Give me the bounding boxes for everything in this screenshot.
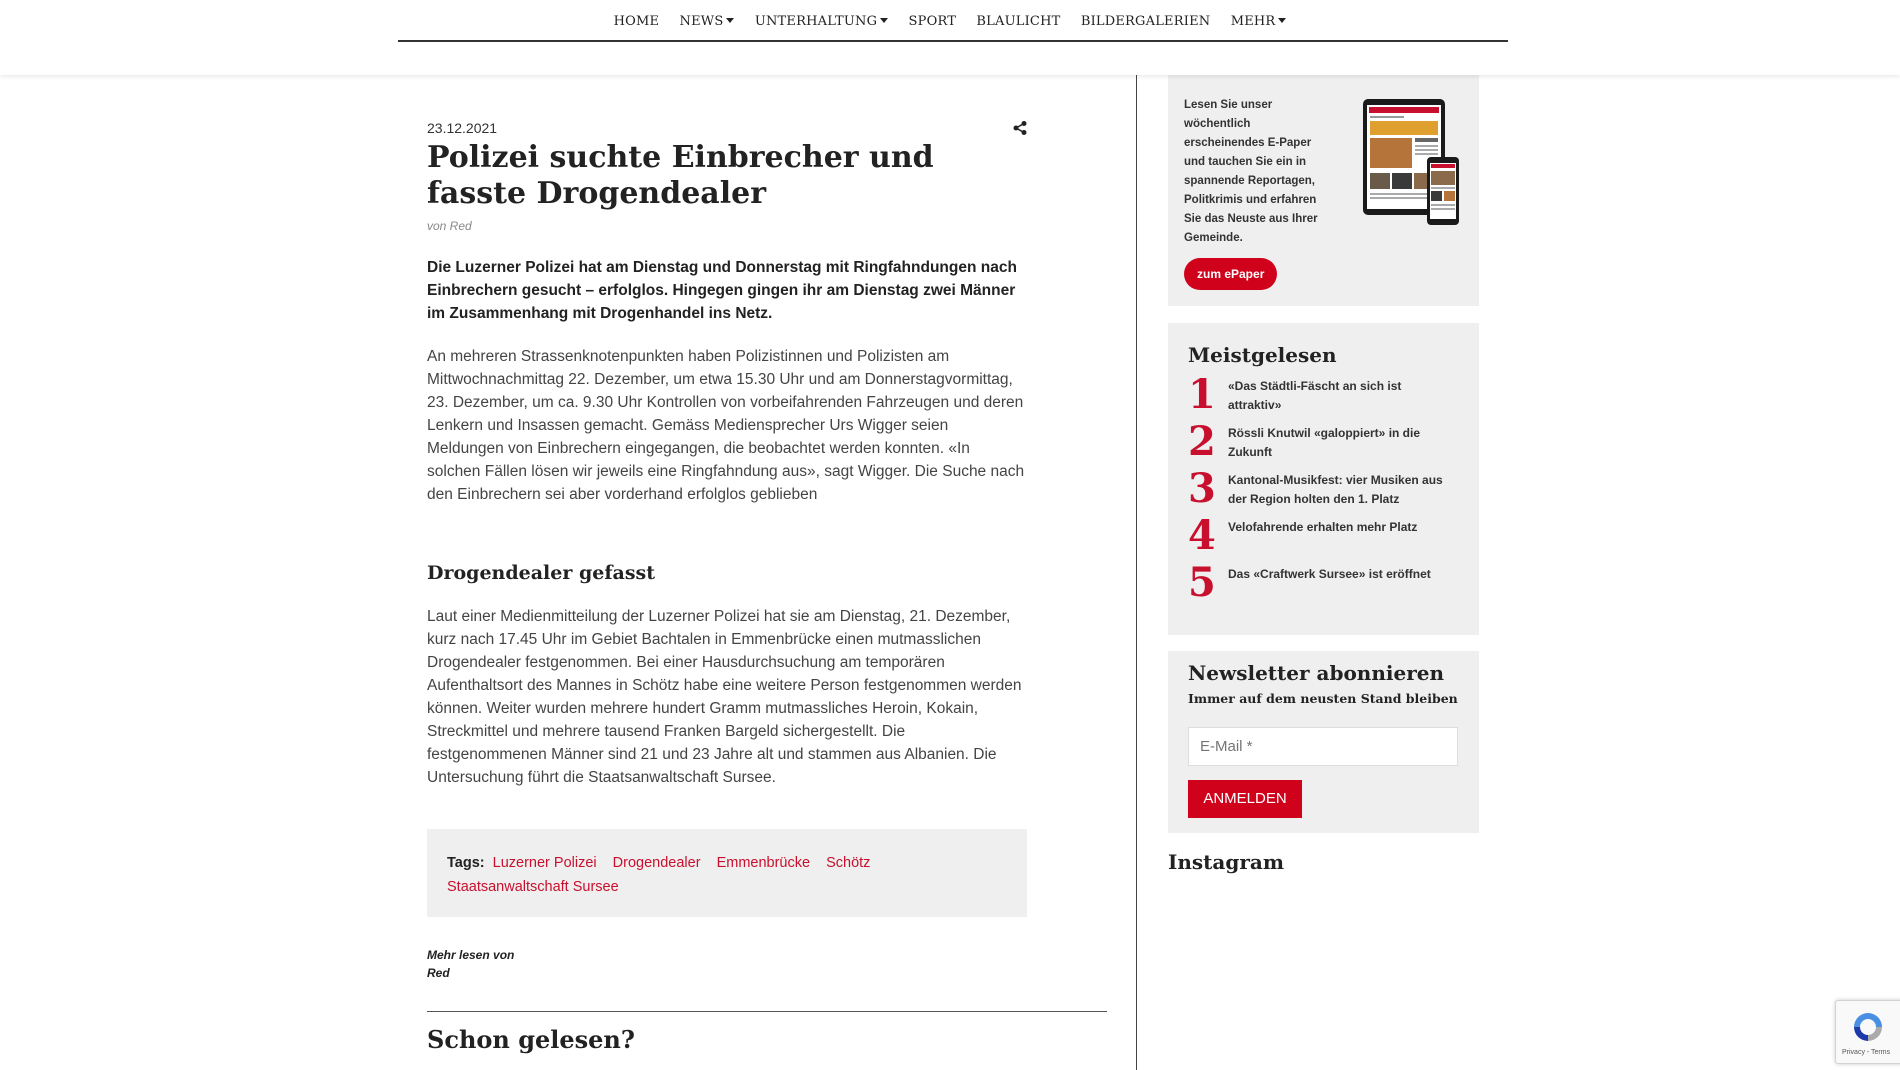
- most-read-item[interactable]: [1188, 373, 1468, 420]
- newsletter-title: Newsletter abonnieren: [1188, 661, 1444, 685]
- epaper-button[interactable]: zum ePaper: [1184, 258, 1277, 290]
- article-subheading: Drogendealer gefasst: [427, 562, 655, 584]
- nav-underline: [398, 40, 1508, 42]
- recaptcha-badge[interactable]: [1835, 1000, 1900, 1064]
- most-read-item[interactable]: [1188, 467, 1468, 514]
- tag-link[interactable]: Staatsanwaltschaft Sursee: [447, 879, 619, 895]
- article-paragraph: Laut einer Medienmitteilung der Luzerner Polizei hat sie am Dienstag, 21. Dezember, kurz nach 17.45 Uhr im Gebiet Bachtalen in Emmenbrücke einen mutmasslichen Drogendealer festgenommen. Bei einer Hausdurchsuchung am temporären Aufenthaltsort des Mannes in Schötz habe eine weitere Person festgenommen werden können. Weiter wurden mehrere hundert Gramm mutmassliches Heroin, Kokain, Streckmittel und mehrere tausend Franken Bargeld sichergestellt. Die festgenommenen Männer sind 21 und 23 Jahre alt und stammen aus Albanien. Die Untersuchung führt die Staatsanwaltschaft Sursee.: [427, 608, 1022, 786]
- most-read-rank: 1: [1188, 371, 1216, 418]
- tag-link[interactable]: Emmenbrücke: [716, 855, 811, 871]
- most-read-item[interactable]: [1188, 561, 1468, 608]
- caret-down-icon: [1278, 18, 1286, 23]
- epaper-card: [1168, 62, 1479, 306]
- most-read-rank: 5: [1188, 559, 1216, 606]
- most-read-text: Das «Craftwerk Sursee» ist eröffnet: [1228, 567, 1431, 581]
- tags-label: Tags:: [447, 855, 485, 871]
- caret-down-icon: [880, 18, 888, 23]
- already-read-heading: Schon gelesen?: [427, 1025, 635, 1054]
- email-input[interactable]: [1188, 727, 1458, 766]
- article-lead: Die Luzerner Polizei hat am Dienstag und Donnerstag mit Ringfahndungen nach Einbrechern gesucht – erfolglos. Hingegen gingen ihr am Dienstag zwei Männer im Zusammenhang mit Drogenhandel ins Netz.: [427, 259, 1017, 322]
- recaptcha-links[interactable]: Privacy - Terms: [1842, 1049, 1891, 1056]
- nav-item-unterhaltung-label: UNTERHALTUNG: [754, 14, 878, 29]
- nav-item-news-label: NEWS: [679, 14, 724, 29]
- newsletter-card: [1168, 651, 1479, 833]
- nav-item-unterhaltung[interactable]: [755, 14, 888, 29]
- most-read-text: Velofahrende erhalten mehr Platz: [1228, 520, 1418, 534]
- most-read-text: «Das Städtli-Fäscht an sich ist attraktiv»: [1228, 379, 1402, 412]
- nav-item-blaulicht[interactable]: BLAULICHT: [976, 14, 1061, 29]
- nav-item-news[interactable]: [680, 14, 735, 29]
- nav-item-sport[interactable]: SPORT: [908, 14, 957, 29]
- most-read-card: [1168, 323, 1479, 635]
- more-from-label: Mehr lesen von: [427, 948, 515, 962]
- most-read-rank: 3: [1188, 465, 1216, 512]
- most-read-text: Kantonal-Musikfest: vier Musiken aus der Region holten den 1. Platz: [1228, 473, 1443, 506]
- instagram-title: Instagram: [1168, 850, 1284, 874]
- tag-link[interactable]: Drogendealer: [612, 855, 701, 871]
- nav-item-home[interactable]: HOME: [613, 14, 660, 29]
- article-byline: von Red: [427, 219, 472, 233]
- article-date: 23.12.2021: [427, 120, 498, 136]
- nav-item-mehr-label: MEHR: [1230, 14, 1276, 29]
- section-divider: [427, 1011, 1107, 1012]
- caret-down-icon: [726, 18, 734, 23]
- more-from-author-name[interactable]: Red: [427, 966, 450, 980]
- top-navigation: [0, 0, 1900, 75]
- epaper-text: Lesen Sie unser wöchentlich erscheinendes E-Paper und tauchen Sie ein in spannende Reportagen, Politkrimis und erfahren Sie das Neuste aus Ihrer Gemeinde.: [1184, 99, 1318, 244]
- most-read-rank: 2: [1188, 418, 1216, 465]
- tag-link[interactable]: Schötz: [826, 855, 871, 871]
- more-from-author: [427, 946, 514, 982]
- share-icon[interactable]: [1012, 120, 1028, 136]
- nav-item-mehr[interactable]: [1231, 14, 1287, 29]
- tags-box: [427, 829, 1027, 917]
- most-read-title: Meistgelesen: [1188, 343, 1337, 367]
- tag-link[interactable]: Luzerner Polizei: [492, 855, 597, 871]
- recaptcha-icon: [1850, 1009, 1886, 1045]
- nav-item-bildergalerien[interactable]: BILDERGALERIEN: [1080, 14, 1211, 29]
- subscribe-button[interactable]: ANMELDEN: [1188, 780, 1302, 818]
- article-paragraph: An mehreren Strassenknotenpunkten haben Polizistinnen und Polizisten am Mittwochnachmittag 22. Dezember, um etwa 15.30 Uhr und am Donnerstagvormittag, 23. Dezember, um ca. 9.30 Uhr Kontrollen von vorbeifahrenden Fahrzeugen und deren Lenkern und Insassen gemacht. Gemäss Mediensprecher Urs Wigger seien Meldungen von Einbrechern eingegangen, die beobachtet werden konnten. «In solchen Fällen lösen wir jeweils eine Ringfahndung aus», sagt Wigger. Die Suche nach den Einbrechern sei aber vorderhand erfolglos geblieben: [427, 348, 1025, 503]
- article-title: Polizei suchte Einbrecher und fasste Drogendealer: [427, 140, 934, 211]
- most-read-text: Rössli Knutwil «galoppiert» in die Zukunft: [1228, 426, 1421, 459]
- nav-list: [0, 14, 1900, 29]
- newsletter-subtitle: Immer auf dem neusten Stand bleiben: [1188, 691, 1458, 706]
- epaper-devices-image: [1361, 97, 1461, 227]
- most-read-rank: 4: [1188, 512, 1216, 559]
- column-divider: [1136, 75, 1137, 1070]
- most-read-item[interactable]: [1188, 420, 1468, 467]
- most-read-item[interactable]: [1188, 514, 1468, 561]
